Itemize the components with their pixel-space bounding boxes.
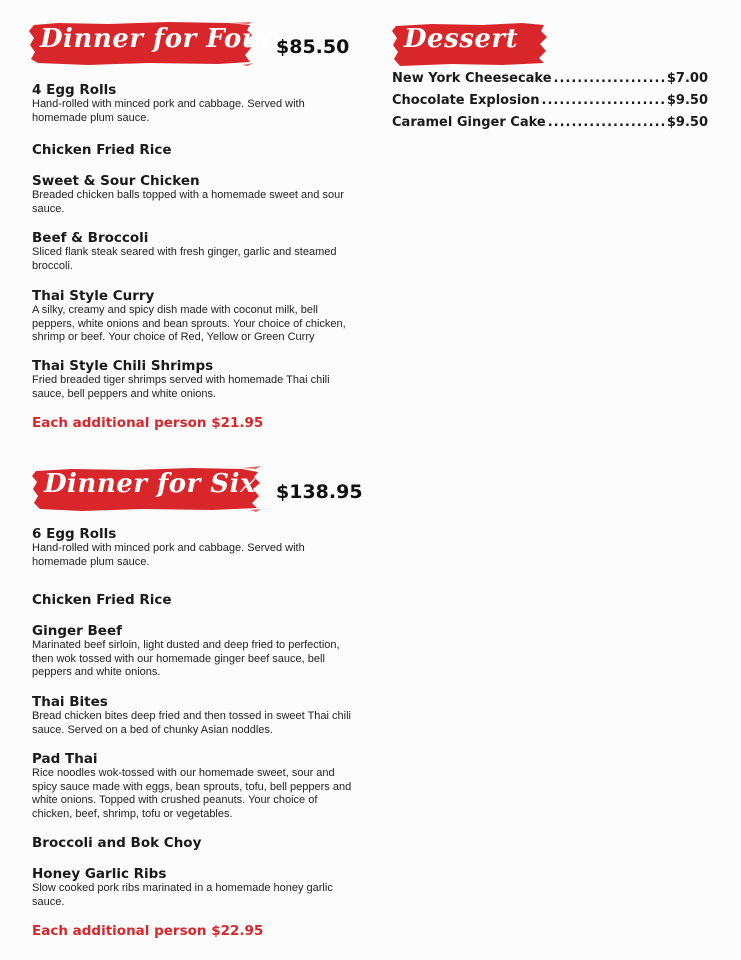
item-description: Breaded chicken balls topped with a homemade sweet and sour sauce. — [32, 189, 344, 215]
item-name: Chicken Fried Rice — [32, 142, 172, 158]
dinner-six-title: Dinner for Six — [44, 469, 256, 499]
menu-item — [32, 288, 357, 345]
menu-item — [32, 751, 357, 821]
item-description: A silky, creamy and spicy dish made with coconut milk, bell peppers, white onions and bean sprouts. Your choice of chicken, shrimp or beef. Your choice of Red, Yellow or Green Curry — [32, 304, 346, 343]
menu-item — [32, 230, 357, 273]
item-name: Broccoli and Bok Choy — [32, 835, 202, 851]
leader-dots — [542, 93, 665, 108]
menu-item — [32, 173, 357, 216]
dessert-name: Caramel Ginger Cake — [392, 115, 546, 130]
item-name: 6 Egg Rolls — [32, 526, 117, 542]
menu-item — [32, 142, 357, 158]
dessert-price: $9.50 — [666, 93, 708, 108]
item-name: Pad Thai — [32, 751, 98, 767]
dinner-six-price: $138.95 — [276, 481, 363, 503]
item-description: Bread chicken bites deep fried and then tossed in sweet Thai chili sauce. Served on a bed of chunky Asian noddles. — [32, 710, 351, 736]
item-name: Honey Garlic Ribs — [32, 866, 167, 882]
item-name: 4 Egg Rolls — [32, 82, 117, 98]
menu-item — [32, 866, 357, 909]
menu-item — [32, 623, 357, 680]
dessert-title: Dessert — [404, 24, 519, 54]
item-name: Ginger Beef — [32, 623, 122, 639]
item-description: Rice noodles wok-tossed with our homemade sweet, sour and spicy sauce made with eggs, bean sprouts, tofu, bell peppers and white onions. Topped with crushed peanuts. Your choice of chicken, beef, shrimp, tofu or vegetables. — [32, 767, 352, 820]
leader-dots — [554, 71, 665, 86]
menu-item — [32, 835, 357, 851]
dessert-name: Chocolate Explosion — [392, 93, 540, 108]
dessert-price: $9.50 — [666, 115, 708, 130]
dinner-six-additional-person: Each additional person $22.95 — [32, 923, 264, 939]
item-name: Sweet & Sour Chicken — [32, 173, 200, 189]
dinner-four-additional-person: Each additional person $21.95 — [32, 415, 264, 431]
item-description: Sliced flank steak seared with fresh ginger, garlic and steamed broccoli. — [32, 246, 337, 272]
item-description: Slow cooked pork ribs marinated in a homemade honey garlic sauce. — [32, 882, 333, 908]
dessert-name: New York Cheesecake — [392, 71, 552, 86]
dinner-four-price: $85.50 — [276, 36, 350, 58]
menu-item — [32, 82, 357, 125]
item-name: Thai Bites — [32, 694, 108, 710]
dessert-item — [392, 71, 708, 86]
dessert-item — [392, 115, 708, 130]
dinner-four-banner — [28, 21, 276, 65]
item-description: Fried breaded tiger shrimps served with homemade Thai chili sauce, bell peppers and white onions. — [32, 374, 330, 400]
menu-item — [32, 592, 357, 608]
item-name: Thai Style Curry — [32, 288, 155, 304]
item-description: Hand-rolled with minced pork and cabbage. Served with homemade plum sauce. — [32, 542, 305, 568]
item-description: Marinated beef sirloin, light dusted and deep fried to perfection, then wok tossed with our homemade ginger beef sauce, bell peppers and white onions. — [32, 639, 340, 678]
dessert-price: $7.00 — [666, 71, 708, 86]
dessert-item — [392, 93, 708, 108]
menu-item — [32, 358, 357, 401]
menu-item — [32, 526, 357, 569]
item-name: Thai Style Chili Shrimps — [32, 358, 214, 374]
dinner-six-banner — [32, 466, 262, 510]
item-name: Beef & Broccoli — [32, 230, 149, 246]
dessert-banner — [392, 21, 550, 65]
dinner-four-title: Dinner for Four — [40, 24, 276, 54]
item-name: Chicken Fried Rice — [32, 592, 172, 608]
menu-item — [32, 694, 357, 737]
item-description: Hand-rolled with minced pork and cabbage. Served with homemade plum sauce. — [32, 98, 305, 124]
leader-dots — [548, 115, 665, 130]
